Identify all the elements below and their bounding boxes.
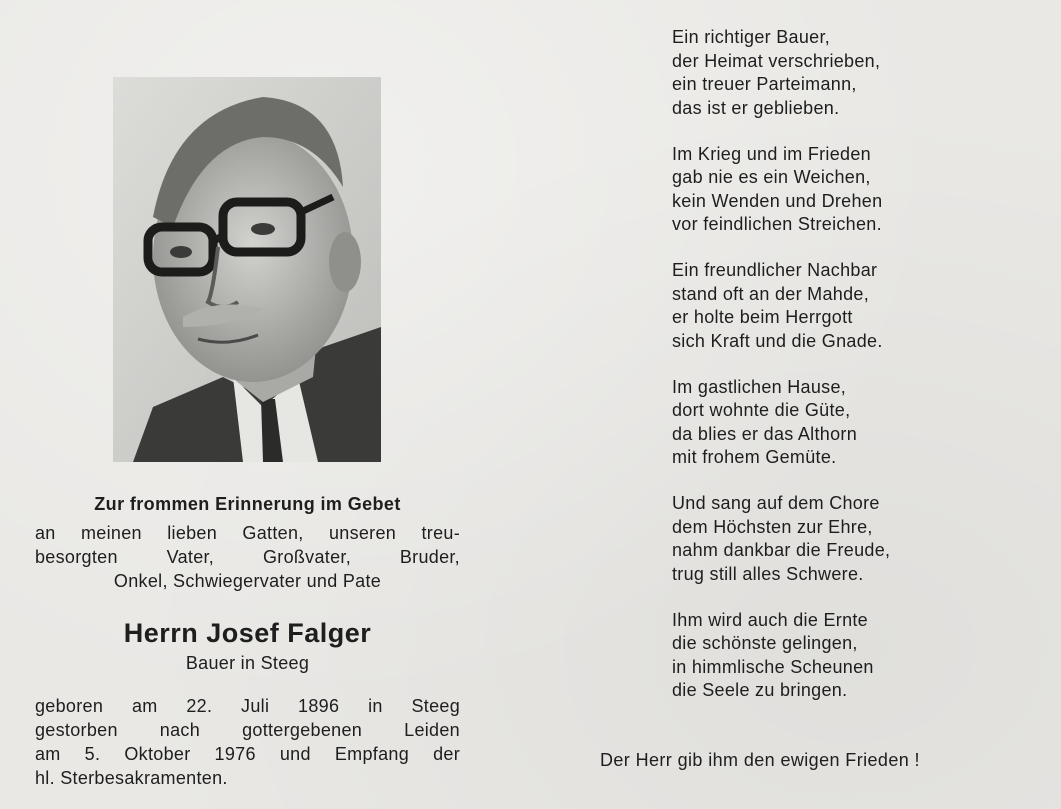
poem-line: Im gastlichen Hause,	[672, 376, 847, 397]
poem-line: nahm dankbar die Freude,	[672, 540, 891, 560]
poem-line: da blies er das Althorn	[672, 423, 858, 444]
poem-stanza	[672, 376, 972, 470]
poem-line: die Seele zu bringen.	[672, 680, 848, 700]
bio-line: geboren am 22. Juli 1896 in Steeg	[35, 696, 460, 716]
deceased-occupation: Bauer in Steeg	[185, 653, 310, 673]
poem-line: trug still alles Schwere.	[672, 563, 864, 584]
dedication-line: Onkel, Schwiegervater und Pate	[113, 571, 382, 591]
memorial-poem	[672, 26, 972, 725]
poem-line: dort wohnte die Güte,	[672, 400, 851, 420]
poem-line: mit frohem Gemüte.	[672, 447, 837, 467]
poem-line: Ein freundlicher Nachbar	[672, 260, 878, 280]
poem-line: die schönste gelingen,	[672, 633, 858, 653]
poem-line: er holte beim Herrgott	[672, 307, 853, 327]
poem-line: das ist er geblieben.	[672, 97, 840, 118]
closing-blessing: Der Herr gib ihm den ewigen Frieden !	[600, 750, 920, 770]
poem-line: Ihm wird auch die Ernte	[672, 609, 868, 630]
poem-line: gab nie es ein Weichen,	[672, 167, 871, 187]
poem-line: stand oft an der Mahde,	[672, 283, 870, 304]
poem-line: ein treuer Parteimann,	[672, 74, 857, 94]
poem-line: Im Krieg und im Frieden	[672, 143, 871, 164]
poem-stanza	[672, 609, 972, 703]
poem-line: der Heimat verschrieben,	[672, 50, 881, 71]
poem-stanza	[672, 26, 972, 120]
dedication-text	[35, 521, 460, 593]
poem-line: dem Höchsten zur Ehre,	[672, 516, 873, 537]
dedication-line: an meinen lieben Gatten, unseren treu-	[35, 523, 460, 543]
poem-line: vor feindlichen Streichen.	[672, 214, 882, 234]
portrait-photo	[113, 77, 381, 462]
portrait-illustration	[113, 77, 381, 462]
bio-line: am 5. Oktober 1976 und Empfang der	[35, 744, 460, 764]
dedication-heading: Zur frommen Erinnerung im Gebet	[94, 494, 401, 514]
poem-line: Und sang auf dem Chore	[672, 493, 880, 513]
dedication-line: besorgten Vater, Großvater, Bruder,	[35, 547, 460, 567]
poem-stanza	[672, 492, 972, 586]
poem-line: kein Wenden und Drehen	[672, 190, 883, 211]
poem-stanza	[672, 259, 972, 353]
bio-line: gestorben nach gottergebenen Leiden	[35, 720, 460, 740]
poem-stanza	[672, 143, 972, 237]
poem-line: sich Kraft und die Gnade.	[672, 330, 883, 351]
poem-line: Ein richtiger Bauer,	[672, 27, 831, 47]
poem-line: in himmlische Scheunen	[672, 656, 874, 677]
bio-line: hl. Sterbesakramenten.	[35, 768, 228, 788]
deceased-name: Herrn Josef Falger	[123, 618, 372, 648]
life-dates	[35, 694, 460, 790]
